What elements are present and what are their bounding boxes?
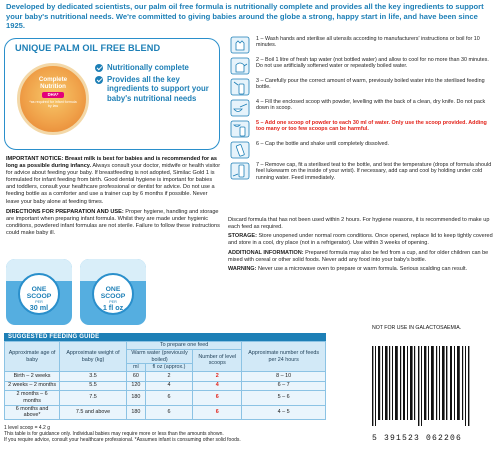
col-prepare: To prepare one feed [126, 342, 241, 350]
notice-body: Always consult your doctor, midwife or health visitor for advice about feeding your baby. If breastfeeding is not adopted, Similac Gold 1 is formulated for infant feeding from birth. Good dental hygiene is important for babies and toddlers, consult your healthcare professional or dentist for advice. Do not use a feeding bottle as a comforter and use a trainer cup by 6 months if possible. Never leave your baby alone at feeding times. [6, 163, 221, 205]
check-icon [95, 76, 103, 84]
blend-checklist [95, 63, 215, 106]
step-item: 2 – Boil 1 litre of fresh tap water (not bottled water) and allow to cool for no more than 30 minutes. Do not use artificially softened water or repeatedly boiled water. [228, 57, 498, 75]
col-weight: Approximate weight of baby (kg) [60, 342, 127, 372]
barcode-number: 5 391523 062206 [372, 434, 463, 443]
table-row: 2 months – 6 months 7.5 180 6 6 5 – 6 [5, 390, 326, 405]
additional-info: ADDITIONAL INFORMATION: Prepared formula may also be fed from a cup, and for older children can be mixed with cereal or other solid foods. Never add any food into your baby's bottle. [228, 249, 489, 263]
col-feeds: Approximate number of feeds per 24 hours [242, 342, 326, 372]
col-age: Approximate age of baby [5, 342, 60, 372]
directions-heading: DIRECTIONS FOR PREPARATION AND USE: [6, 208, 124, 215]
badge-line1: Complete [38, 76, 68, 83]
storage-info: STORAGE: Store unopened under normal room conditions. Once opened, replace lid to keep tightly covered and store in a cool, dry place (not in a refrigerator). Use within 3 weeks of opening. [228, 233, 493, 247]
notice-heading: IMPORTANT NOTICE: Breast milk is best for babies and is recommended for as long as possible during infancy. [6, 156, 217, 170]
col-floz: fl oz (approx.) [145, 364, 192, 372]
feeding-guide [4, 333, 326, 420]
discard-note: Discard formula that has not been used within 2 hours. For hygiene reasons, it is recommended to make up each feed as required. [228, 217, 490, 230]
scoop-ml-graphic: ONE SCOOP PER 30 ml [6, 259, 72, 325]
warning-info: WARNING: Never use a microwave oven to prepare or warm formula. Serious scalding can result. [228, 266, 468, 273]
test-temperature-icon [230, 162, 250, 180]
col-scoops: Number of level scoops [193, 349, 242, 371]
badge-line2: Nutrition [40, 83, 66, 90]
preparation-steps [228, 36, 498, 183]
directions [6, 209, 221, 237]
col-water: Warm water (previously boiled) [126, 349, 192, 364]
checklist-item: Nutritionally complete [95, 63, 215, 72]
check-icon [95, 64, 103, 72]
step-item: 4 – Fill the enclosed scoop with powder, levelling with the back of a clean, dry knife. Do not pack down in scoop. [228, 99, 498, 117]
scoop-floz-graphic: ONE SCOOP PER 1 fl oz [80, 259, 146, 325]
checklist-item: Provides all the key ingredients to support your baby's nutritional needs [95, 75, 215, 103]
kettle-icon [230, 57, 250, 75]
step-item: 3 – Carefully pour the correct amount of warm, previously boiled water into the sterilised feeding bottle. [228, 78, 498, 96]
pour-water-icon [230, 78, 250, 96]
feeding-guide-title: SUGGESTED FEEDING GUIDE [4, 333, 326, 341]
add-powder-icon [230, 120, 250, 138]
blend-title: UNIQUE PALM OIL FREE BLEND [15, 43, 161, 53]
badge-tag: DHA* [42, 92, 64, 98]
col-ml: ml [126, 364, 145, 372]
shake-bottle-icon [230, 141, 250, 159]
step-item: 5 – Add one scoop of powder to each 30 ml of water. Only use the scoop provided. Adding too many or too few scoops can be harmful. [228, 120, 498, 138]
barcode-icon [368, 344, 480, 426]
wash-hands-icon [230, 36, 250, 54]
directions-body: Proper hygiene, handling and storage are important when preparing infant formula. Whilst they are made under hygienic conditions, powdered infant formulas are not sterile. Failure to follow these instructions could make baby ill. [6, 208, 220, 236]
badge-small-print: *as required for infant formula by law [29, 100, 77, 109]
step-item: 7 – Remove cap, fit a sterilised teat to the bottle, and test the temperature (drops of formula should feel lukewarm on the inside of your wrist). If necessary, add cap and cool by holding under cold running water. Feed immediately. [228, 162, 498, 180]
table-row: 2 weeks – 2 months 5.5 120 4 4 6 – 7 [5, 381, 326, 390]
table-row: 6 months and above* 7.5 and above 180 6 6 4 – 5 [5, 405, 326, 420]
feeding-table [4, 341, 326, 420]
intro-text: Developed by dedicated scientists, our palm oil free formula is nutritionally complete and provides all the key ingredients to support your baby's nutritional needs. We're committed to giving babies around the globe a strong, happy start in life, and have been since 1925. [6, 2, 484, 31]
step-item: 6 – Cap the bottle and shake until completely dissolved. [228, 141, 498, 159]
feeding-guide-notes: 1 level scoop = 4.2 g This table is for guidance only. Individual babies may require more or less than the amounts shown. If you require advice, consult your healthcare professional. *Assumes infant is consuming other solid foods. [4, 425, 241, 444]
palm-oil-free-blend-panel [4, 38, 220, 150]
step-item: 1 – Wash hands and sterilise all utensils according to manufacturers' instructions or boil for 10 minutes. [228, 36, 498, 54]
right-info-column [228, 217, 494, 276]
left-info-column [6, 156, 221, 240]
complete-nutrition-badge [17, 63, 89, 135]
galactosaemia-warning: NOT FOR USE IN GALACTOSAEMIA. [372, 325, 462, 331]
table-row: Birth – 2 weeks 3.5 60 2 2 8 – 10 [5, 372, 326, 381]
important-notice [6, 156, 221, 206]
scoop-level-icon [230, 99, 250, 117]
